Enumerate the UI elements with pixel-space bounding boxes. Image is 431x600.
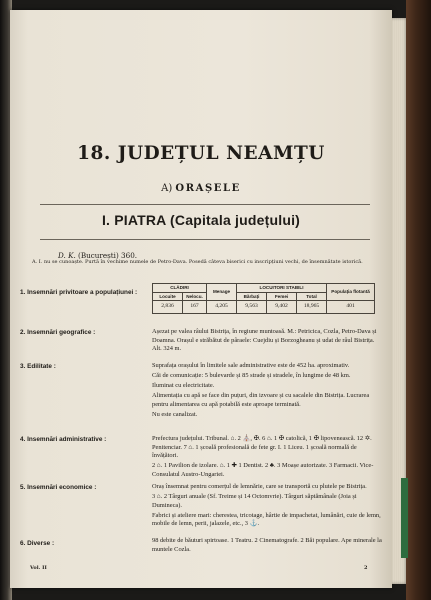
- section-label-edilitate: 3. Edilitate :: [20, 363, 56, 370]
- subheading: [10, 183, 392, 194]
- section-text-edilitate: [152, 362, 382, 419]
- book-cover: [406, 0, 431, 600]
- text-line: Așezat pe valea râului Bistrița, în regiune muntoasă. M.: Petricica, Cozla, Petro-Dava și Doamna. Orașul e străbătut de pâraele: Cuejdiu și Borzogheanu și udat de râul Bistrița. Alt. 324 m.: [152, 328, 377, 352]
- section-label-administrative: 4. Insemnări administrative :: [20, 436, 107, 443]
- history-note: A. I. nu se cunoaște. Purtă în vechime numele de Petro-Dava. Posedă câteva biserici cu inscripțiuni vechi, de însemnătate istorică.: [32, 259, 363, 265]
- table-header-barbati: Bărbați: [237, 292, 267, 301]
- section-label-population: 1. Insemnări privitoare a populațiunei :: [20, 289, 138, 296]
- text-line: Alimentația cu apă se face din puțuri, din izvoare și cu sacalele din Bistrița. Lucrarea pentru alimentarea cu apă potabilă este aproape terminată.: [152, 392, 370, 408]
- text-line: 98 debite de băuturi spirtoase. 1 Teatru. 2 Cinematografe. 2 Băi populare. Ape minerale la muntele Cozla.: [152, 537, 382, 553]
- section-label-diverse: 6. Diverse :: [20, 540, 55, 547]
- table-cell: 4,205: [207, 301, 237, 314]
- text-line: Fabrici și ateliere mari: cherestea, tricotage, hârtie de impachetat, lumânări, cuie de lemn, mobile de lemn, perii, jalazele, etc., 3 ⚓.: [152, 511, 381, 527]
- footer-page-number: 2: [364, 565, 368, 571]
- table-header-locuitori: LOCUITORI STABILI: [237, 284, 327, 293]
- section-text-geography: [152, 328, 382, 354]
- table-cell: 401: [327, 301, 375, 314]
- text-line: Căi de comunicație: 5 bulevarde și 85 strade și stradele, în lungime de 48 km.: [152, 372, 351, 379]
- bookmark-tab: [401, 478, 408, 558]
- chapter-title: 18. JUDEȚUL NEAMȚU: [77, 143, 325, 164]
- divider: [40, 204, 370, 205]
- text-line: 2 ⌂. 1 Pavilion de izolare. ⌂. 1 ✚ 1 Dentist. 2 ♣. 3 Moașe autorizate. 3 Farmacii. Vice-Consulatul Austro-Ungariei.: [152, 462, 374, 478]
- subheading-word: ORAȘELE: [175, 183, 241, 194]
- abbreviation-rest: (București) 360.: [75, 251, 138, 260]
- section-text-diverse: [152, 537, 382, 554]
- table-header-femei: Femei: [267, 292, 297, 301]
- table-header-locuite: Locuite: [153, 292, 183, 301]
- text-line: Iluminat cu electricitate.: [152, 382, 215, 389]
- section-label-geography: 2. Insemnări geografice :: [20, 329, 96, 336]
- table-cell: 2,836: [153, 301, 183, 314]
- footer-volume: Vol. II: [30, 565, 47, 571]
- section-text-administrative: [152, 435, 382, 479]
- table-cell: 9,402: [267, 301, 297, 314]
- table-cell: 18,965: [297, 301, 327, 314]
- text-line: Nu este canalizat.: [152, 410, 198, 418]
- divider: [40, 239, 370, 240]
- table-header-cladiri: CLĂDIRI: [153, 284, 207, 293]
- section-label-economic: 5. Insemnări economice :: [20, 484, 97, 491]
- table-header-menage: Menage: [207, 284, 237, 301]
- table-header-populatia: Populația flotantă: [327, 284, 375, 301]
- text-line: Suprafața orașului în limitele sale administrative este de 452 ha. aproximativ.: [152, 362, 350, 369]
- subheading-prefix: A): [161, 183, 173, 194]
- text-line: 3 ⌂. 2 Târguri anuale (Sf. Treime și 14 Octomvrie). Târguri săptămânale (Joia și Dumineca).: [152, 493, 357, 509]
- table-row: [153, 301, 375, 314]
- abbreviation-italic: D. K.: [58, 251, 76, 260]
- text-line: Prefectura județului. Tribunal. ⌂. 2 ⛪, ✠. 6 ⌂. 1 ✠ catolică, 1 ✠ lipovenească. 12 ✡. Penitenciar. 7 ⌂. 1 școală profesională de fete gr. I. 1 Liceu. 1 școală normală de învățători.: [152, 435, 372, 459]
- table-header-total: Total: [297, 292, 327, 301]
- table-header-nelocuite: Nelocu.: [183, 292, 207, 301]
- table-cell: 9,563: [237, 301, 267, 314]
- table-cell: 167: [183, 301, 207, 314]
- city-heading: I. PIATRA (Capitala județului): [101, 212, 301, 228]
- section-text-economic: [152, 483, 382, 529]
- text-line: Oraș însemnat pentru comerțul de lemnărie, care se transportă cu plutele pe Bistrița.: [152, 483, 367, 490]
- population-table: [152, 283, 375, 314]
